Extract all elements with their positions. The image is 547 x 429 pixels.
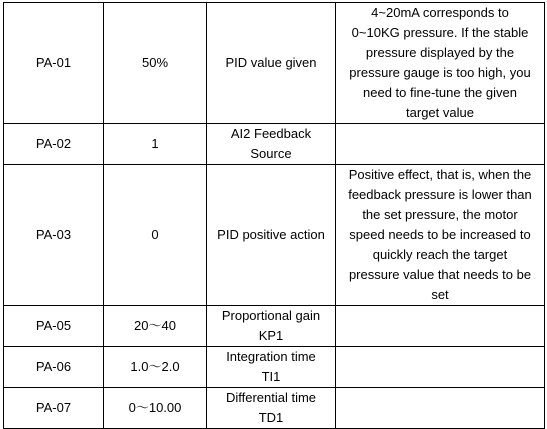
param-value: 1.0～2.0 xyxy=(104,347,207,388)
param-note xyxy=(336,124,545,165)
table-row xyxy=(4,306,545,347)
param-code: PA-03 xyxy=(4,165,104,306)
param-value: 0～10.00 xyxy=(104,388,207,429)
table-row xyxy=(4,388,545,429)
param-name: Proportional gain KP1 xyxy=(207,306,336,347)
param-name: AI2 Feedback Source xyxy=(207,124,336,165)
param-note xyxy=(336,306,545,347)
param-code: PA-02 xyxy=(4,124,104,165)
table-row xyxy=(4,347,545,388)
param-code: PA-01 xyxy=(4,3,104,124)
table-row xyxy=(4,165,545,306)
param-note xyxy=(336,347,545,388)
param-code: PA-05 xyxy=(4,306,104,347)
param-note: 4~20mA corresponds to 0~10KG pressure. If the stable pressure displayed by the pressure gauge is too high, you need to fine-tune the given target value xyxy=(336,3,545,124)
param-code: PA-07 xyxy=(4,388,104,429)
param-code: PA-06 xyxy=(4,347,104,388)
param-name: PID value given xyxy=(207,3,336,124)
param-value: 50% xyxy=(104,3,207,124)
table-row xyxy=(4,3,545,124)
param-note: Positive effect, that is, when the feedback pressure is lower than the set pressure, the motor speed needs to be increased to quickly reach the target pressure value that needs to be set xyxy=(336,165,545,306)
param-value: 20～40 xyxy=(104,306,207,347)
param-name: Integration time TI1 xyxy=(207,347,336,388)
param-value: 1 xyxy=(104,124,207,165)
param-value: 0 xyxy=(104,165,207,306)
param-note xyxy=(336,388,545,429)
param-name: Differential time TD1 xyxy=(207,388,336,429)
table-row xyxy=(4,124,545,165)
param-name: PID positive action xyxy=(207,165,336,306)
parameter-table xyxy=(3,2,545,429)
